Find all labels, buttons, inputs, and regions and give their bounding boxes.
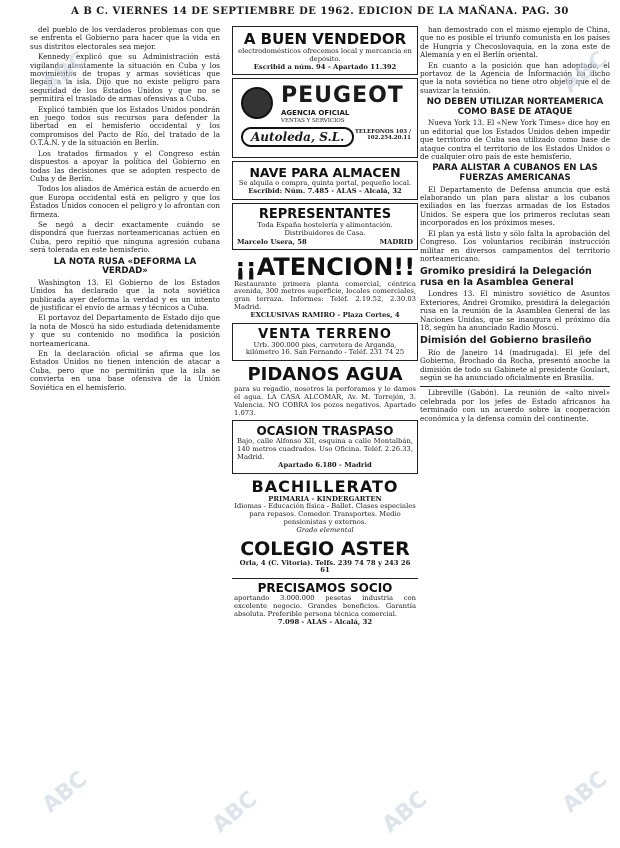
ad-phone: TELEFONOS 103 / 102.254.20.11 (354, 129, 411, 142)
ad-bachillerato (232, 477, 418, 535)
ad-body: Restaurante primera planta comercial, céntrica avenida, 300 metros superficie, locales comerciales, gran terraza. Informes: Teléf. 2.19.52, 2.30.03 Madrid. (234, 279, 416, 311)
ad-title: ¡¡ATENCION!! (234, 252, 416, 281)
article-paragraph: Kennedy explicó que su Administración está vigilando atentamente la situación en Cuba y los movimientos de tropas y armas soviéticas que llegan a la isla. Dijo que no existe peligro para seguridad de los Estados Unidos y que no se permitirá el traslado de armas ofensivas a Cuba. (30, 52, 220, 104)
lion-logo-icon (241, 87, 273, 119)
article-paragraph: del pueblo de los verdaderos problemas con que se enfrenta el Gobierno para hacer que la vida en sus distritos electorales sea mejor. (30, 26, 220, 51)
article-paragraph: Se negó a decir exactamente cuándo se dispondrá que fuerzas norteamericanas actúen en Cuba, pero repitió que ninguna agresión cubana será tolerada en este hemisferio. (30, 219, 220, 255)
ad-title: PIDANOS AGUA (247, 364, 403, 386)
ad-socio (232, 578, 418, 628)
article-heading: PARA ALISTAR A CUBANOS EN LAS FUERZAS AMERICANAS (432, 163, 598, 184)
ad-pidanos (232, 364, 418, 417)
ad-title: BACHILLERATO (251, 476, 399, 496)
peugeot-logo: PEUGEOT (281, 83, 404, 109)
ad-title: NAVE PARA ALMACEN (249, 165, 401, 181)
ad-subtitle: PRIMARIA - KINDERGARTEN (268, 494, 382, 503)
watermark: ABC (377, 786, 433, 839)
ad-subtitle: AGENCIA OFICIAL (281, 109, 350, 118)
ad-footer: Escribid: Núm. 7.485 - ALAS - Alcalá, 32 (248, 187, 402, 196)
article-paragraph: Los tratados firmados y el Congreso están dispuestos a apoyar la política del Gobierno en todas las decisiones que se adopten respecto de Cuba y de Berlín. (30, 148, 220, 183)
ad-body: Urb. 300.000 pies, carretera de Arganda, kilómetro 16. San Fernando - Teléf. 231 74 25 (245, 340, 405, 357)
article-paragraph: han demostrado con el mismo ejemplo de China, que no es posible el triunfo comunista en los países de Hungría y Checoslovaquia, en la zona este de Alemania y en el Berlín oriental. (420, 26, 610, 60)
divider (420, 386, 610, 387)
article-paragraph: Todos los aliados de América están de acuerdo en que Europa occidental está en peligro y que los Estados Unidos conocen el peligro y lo afrontan con firmeza. (30, 184, 220, 219)
ad-footer: Escribid a núm. 94 - Apartado 11.392 (253, 62, 397, 71)
ad-address: Marcelo Usera, 58 (237, 237, 307, 246)
watermark: ABC (37, 46, 93, 99)
ad-vendedor (232, 26, 418, 75)
ad-body: para su regadío, nosotros la perforamos y le damos el agua. LA CASA ALCOMAR, Av. M. Torrejón, 3. Valencia. NO COBRA los pozos negativos. Apartado 1.073. (234, 385, 416, 417)
ad-footer: EXCLUSIVAS RAMIRO - Plaza Cortes, 4 (250, 310, 400, 319)
ad-footer (237, 238, 413, 246)
article-paragraph: El Departamento de Defensa anuncia que está elaborando un plan para alistar a los cubanos exiliados en las fuerzas armadas de los Estados Unidos. Se espera que los primeros reclutas sean incorporados en los próximos meses. (420, 184, 610, 228)
ad-representantes (232, 203, 418, 250)
article-paragraph: Explicó también que los Estados Unidos pondrán en juego todos sus recursos para defender la libertad en el hemisferio occidental y los compromisos del Pacto de Río, del tratado de la O.T.A.N. y de la situación en Berlín. (30, 104, 220, 148)
article-paragraph: El portavoz del Departamento de Estado dijo que la nota de Moscú ha sido estudiada detenidamente y que su contenido no modifica la posición norteamericana. (30, 313, 220, 348)
ad-aster (232, 538, 418, 576)
ad-city: MADRID (379, 237, 413, 246)
ad-body: Se alquila o compra, quinta portal, pequeño local. (238, 179, 412, 188)
ad-footer: Apartado 6.180 - Madrid (278, 460, 372, 469)
ad-peugeot (232, 78, 418, 158)
ad-nave (232, 161, 418, 200)
page-header: A B C. VIERNES 14 DE SEPTIEMBRE DE 1962. EDICION DE LA MAÑANA. PAG. 30 (71, 6, 569, 17)
ad-title: REPRESENTANTES (258, 206, 392, 222)
watermark: ABC (37, 766, 93, 819)
ad-body: aportando 3.000.000 pesetas industria con excelente negocio. Grandes beneficios. Garantía absoluta. Preferible persona técnica comercial. (234, 594, 416, 618)
ad-title: A BUEN VENDEDOR (243, 30, 407, 48)
article-paragraph: En la declaración oficial se afirma que los Estados Unidos no tienen intención de atacar a Cuba, pero que no permitirán que la isla se convierta en una base ofensiva de la Unión Soviética en el hemisferio. (30, 349, 220, 392)
autoleda-brand: Autoleda, S.L. (241, 127, 354, 147)
ad-body: Idiomas - Educación física - Ballet. Clases especiales para repasos. Comedor. Transportes. Medio pensionistas y externos. (234, 502, 416, 526)
ad-body: Toda España hostelería y alimentación. Distribuidores de Casa. (257, 220, 393, 237)
article-heading: LA NOTA RUSA «DEFORMA LA VERDAD» (53, 256, 197, 277)
watermark: ABC (557, 766, 613, 819)
watermark: ABC (557, 46, 613, 99)
ad-subtitle2: VENTAS Y SERVICIOS (281, 118, 345, 125)
article-paragraph: Nueva York 13. El «New York Times» dice hoy en un editorial que los Estados Unidos deben impedir que territorio de Cuba sea utilizado como base de ataque contra el territorio de los Estados Unidos o de cualquier otro país de este hemisferio. (420, 118, 610, 162)
article-heading: Gromiko presidirá la Delegación rusa en la Asamblea General (420, 266, 592, 288)
ad-title: VENTA TERRENO (258, 326, 392, 342)
ad-body: Bajo, calle Alfonso XII, esquina a calle Montalbán, 140 metros cuadrados. Uso Oficina. Teléf. 2.26.33, Madrid. (237, 437, 413, 461)
ad-body: electrodomésticos ofrecemos local y mercancía en depósito. (238, 47, 412, 63)
ad-title: OCASION TRASPASO (256, 424, 394, 439)
ad-footer: 7.098 - ALAS - Alcalá, 32 (277, 617, 373, 626)
article-paragraph: Washington 13. El Gobierno de los Estados Unidos ha declarado que la nota soviética publicada ayer deforma la verdad y es un intento de justificar el envío de armas y técnicos a Cuba. (30, 277, 220, 312)
ad-title: PRECISAMOS SOCIO (257, 581, 393, 596)
column-right (420, 26, 613, 832)
article-paragraph: Londres 13. El ministro soviético de Asuntos Exteriores, Andrei Gromiko, presidirá la delegación rusa en la reunión de la Asamblea General de las Naciones Unidas, que se inaugura el próximo día 18, según ha anunciado Radio Moscú. (420, 289, 610, 332)
article-paragraph: El plan ya está listo y sólo falta la aprobación del Congreso. Los voluntarios recibirán instrucción militar en diversos campamentos del territorio norteamericano. (420, 228, 610, 263)
column-left (30, 26, 220, 832)
ad-footer: Grado elemental (296, 525, 354, 534)
column-ads (232, 26, 418, 832)
watermark: ABC (207, 786, 263, 839)
article-heading: Dimisión del Gobierno brasileño (420, 335, 592, 347)
article-heading: NO DEBEN UTILIZAR NORTEAMERICA COMO BASE DE ATAQUE (426, 97, 604, 117)
ad-ocasion (232, 420, 418, 473)
ad-footer: Orla, 4 (C. Vitoria). Telfs. 239 74 78 y 243 26 61 (239, 558, 411, 575)
article-paragraph: Río de Janeiro 14 (madrugada). El jefe del Gobierno, Brochado da Rocha, presentó anoche la dimisión de todo su Gabinete al presidente Goulart, según se ha anunciado oficialmente en Brasilia. (420, 347, 610, 383)
article-paragraph: En cuanto a la posición que han adoptado, el portavoz de la Agencia de Información ha dicho que la nota soviética no tiene otro objeto que el de suavizar la tensión. (420, 60, 610, 95)
article-paragraph: Libreville (Gabón). La reunión de «alto nivel» celebrada por los jefes de Estado africanos ha terminado con un acuerdo sobre la cooperación económica y la defensa común del continente. (420, 388, 610, 423)
ad-terreno (232, 323, 418, 362)
ad-atencion (232, 253, 418, 320)
ad-title: COLEGIO ASTER (240, 537, 410, 560)
